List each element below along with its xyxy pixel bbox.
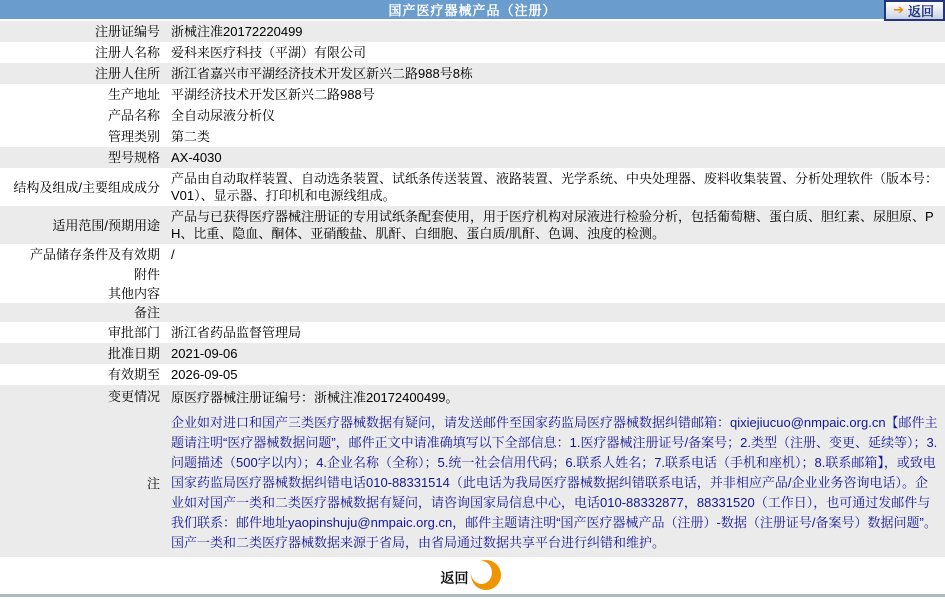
field-row-registration-number — [0, 21, 945, 42]
field-row-other-content — [0, 284, 945, 303]
back-button-bottom-label: 返回 — [440, 570, 469, 586]
field-row-structure-composition — [0, 168, 945, 206]
field-label: 产品名称 — [107, 108, 160, 123]
field-value: 浙械注准20172220499 — [171, 24, 303, 39]
back-arrow-icon: ➔ — [893, 2, 904, 17]
field-value: 原医疗器械注册证编号：浙械注准20172400499。 — [171, 390, 459, 405]
field-row-model-spec — [0, 147, 945, 168]
field-label: 附件 — [133, 267, 160, 282]
field-row-approval-department — [0, 322, 945, 343]
field-row-attachment — [0, 265, 945, 284]
page-title: 国产医疗器械产品（注册） — [388, 3, 557, 18]
field-value: 全自动尿液分析仪 — [171, 108, 276, 123]
field-row-intended-use — [0, 206, 945, 244]
field-label: 适用范围/预期用途 — [52, 217, 160, 233]
field-row-management-class — [0, 126, 945, 147]
field-label: 注册人住所 — [94, 66, 160, 81]
field-label: 批准日期 — [107, 346, 160, 361]
field-row-registrant-address — [0, 63, 945, 84]
field-value: 2026-09-05 — [171, 367, 238, 382]
field-label: 结构及组成/主要组成成分 — [13, 179, 160, 195]
field-value: 爱科来医疗科技（平湖）有限公司 — [171, 45, 367, 60]
field-row-remarks — [0, 303, 945, 322]
field-value: 浙江省嘉兴市平湖经济技术开发区新兴二路988号8栋 — [171, 66, 473, 81]
field-row-production-address — [0, 84, 945, 105]
field-label: 生产地址 — [107, 87, 160, 102]
field-value: / — [171, 247, 175, 262]
header-bar — [0, 0, 945, 19]
field-label: 管理类别 — [107, 129, 160, 144]
field-value: 浙江省药品监督管理局 — [171, 325, 302, 340]
back-button-top[interactable] — [884, 0, 945, 21]
field-row-valid-until — [0, 364, 945, 385]
field-row-product-name — [0, 105, 945, 126]
field-label: 型号规格 — [107, 150, 160, 165]
field-value: 平湖经济技术开发区新兴二路988号 — [171, 87, 375, 102]
field-label: 变更情况 — [107, 389, 160, 404]
field-row-registrant-name — [0, 42, 945, 63]
field-label: 产品储存条件及有效期 — [29, 247, 160, 262]
field-row-storage-validity — [0, 244, 945, 265]
field-value: 产品与已获得医疗器械注册证的专用试纸条配套使用，用于医疗机构对尿液进行检验分析，包括葡萄糖、蛋白质、胆红素、尿胆原、PH、比重、隐血、酮体、亚硝酸盐、肌酐、白细胞、蛋白质/肌酐、色调、浊度的检测。 — [171, 209, 934, 241]
field-label: 其他内容 — [107, 286, 160, 301]
back-circle-icon — [471, 560, 501, 590]
field-label: 注 — [146, 475, 160, 491]
back-button-bottom[interactable] — [441, 560, 505, 592]
field-value — [166, 292, 945, 296]
field-value: 2021-09-06 — [171, 346, 238, 361]
bottom-divider — [0, 594, 945, 597]
field-label: 注册人名称 — [94, 45, 160, 60]
field-value: AX-4030 — [171, 150, 222, 165]
field-row-note — [0, 409, 945, 557]
back-button-top-label: 返回 — [907, 4, 934, 19]
field-label: 注册证编号 — [94, 24, 160, 39]
field-label: 备注 — [133, 305, 160, 320]
field-value — [166, 311, 945, 315]
field-row-approval-date — [0, 343, 945, 364]
footer — [0, 557, 945, 594]
field-label: 有效期至 — [107, 367, 160, 382]
field-row-change-info — [0, 385, 945, 409]
field-label: 审批部门 — [107, 325, 160, 340]
field-value: 产品由自动取样装置、自动选条装置、试纸条传送装置、液路装置、光学系统、中央处理器、废料收集装置、分析处理软件（版本号：V01）、显示器、打印机和电源线组成。 — [171, 171, 939, 203]
field-value-note: 企业如对进口和国产三类医疗器械数据有疑问，请发送邮件至国家药监局医疗器械数据纠错邮箱：qixiejiucuo@nmpaic.org.cn【邮件主题请注明“医疗器械数据问题”，邮件正文中请准确填写以下全部信息：1.医疗器械注册证号/备案号；2.类型（注册、变更、延续等）；3.问题描述（500字以内）；4.企业名称（全称）；5.统一社会信用代码；6.联系人姓名；7.联系电话（手机和座机）；8.联系邮箱】，或致电国家药监局医疗器械数据纠错电话010-88331514（此电话为我局医疗器械数据纠错联系电话，并非相应产品/企业业务咨询电话）。企业如对国产一类和二类医疗器械数据有疑问，请咨询国家局信息中心，电话010-88332877，88331520（工作日），也可通过发邮件与我们联系：邮件地址yaopinshuju@nmpaic.org.cn，邮件主题请注明“国产医疗器械产品（注册）-数据（注册证号/备案号）数据问题”。国产一类和二类医疗器械数据来源于省局，由省局通过数据共享平台进行纠错和维护。 — [171, 415, 938, 550]
field-value — [166, 273, 945, 277]
field-value: 第二类 — [171, 129, 211, 144]
